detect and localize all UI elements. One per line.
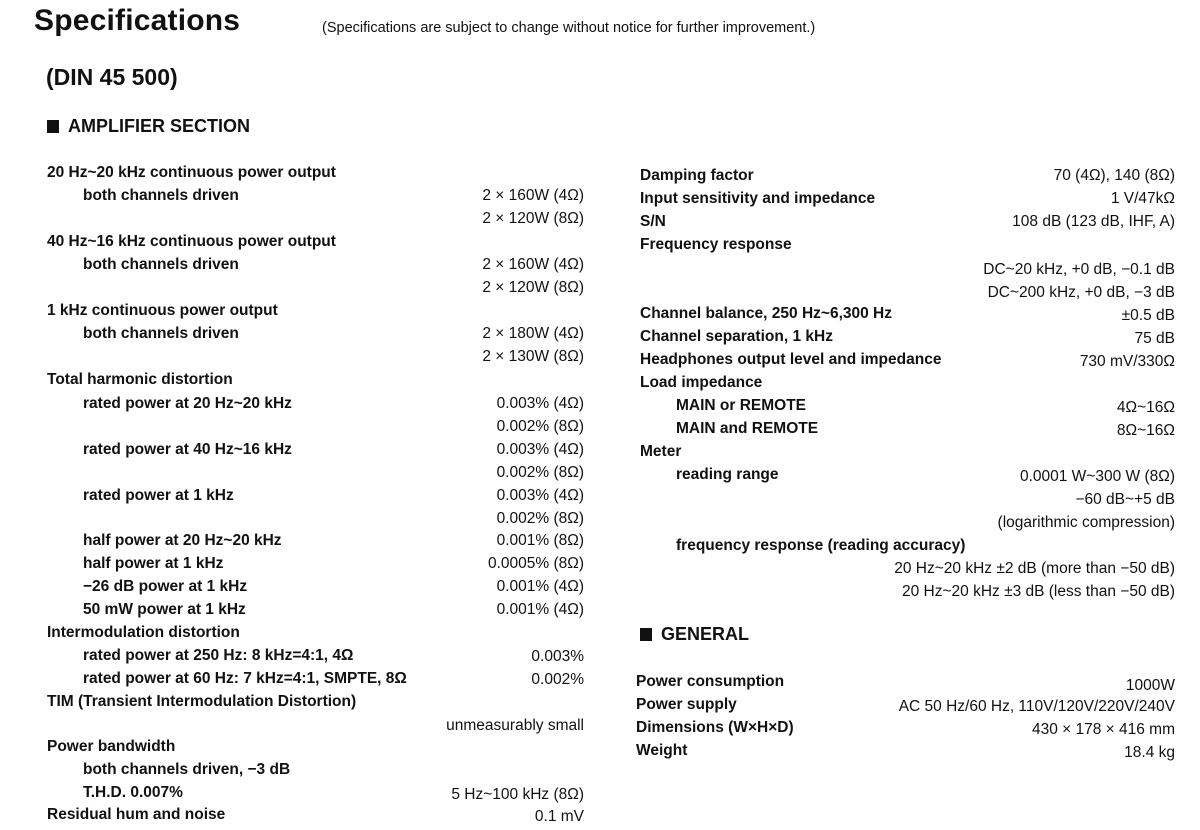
spec-value: 0.0005% (8Ω): [487, 555, 584, 572]
spec-value: AC 50 Hz/60 Hz, 110V/120V/220V/240V: [898, 698, 1175, 715]
general-section-heading: [640, 624, 749, 645]
spec-value: 0.1 mV: [534, 808, 584, 825]
spec-label: 40 Hz~16 kHz continuous power output: [47, 233, 336, 250]
spec-value: −60 dB~+5 dB: [1075, 491, 1175, 508]
spec-value: 0.002% (8Ω): [496, 418, 584, 435]
spec-label: rated power at 20 Hz~20 kHz: [83, 395, 292, 412]
spec-label: Power bandwidth: [47, 738, 176, 755]
spec-label: 1 kHz continuous power output: [47, 302, 278, 319]
spec-value: 5 Hz~100 kHz (8Ω): [451, 786, 584, 803]
page-title: Specifications: [34, 4, 241, 37]
spec-value: 0.001% (4Ω): [496, 578, 584, 595]
spec-value: 2 × 160W (4Ω): [482, 256, 584, 273]
change-notice: (Specifications are subject to change without notice for further improvement.): [322, 20, 816, 36]
spec-value: 2 × 120W (8Ω): [482, 279, 584, 296]
spec-label: 20 Hz~20 kHz continuous power output: [47, 164, 336, 181]
spec-value: 0.0001 W~300 W (8Ω): [1019, 468, 1175, 485]
spec-label: Power supply: [636, 696, 737, 713]
spec-label: MAIN or REMOTE: [676, 397, 807, 414]
spec-label: rated power at 250 Hz: 8 kHz=4:1, 4Ω: [83, 647, 354, 664]
spec-value: 0.003%: [531, 648, 584, 665]
spec-label: T.H.D. 0.007%: [83, 784, 183, 801]
spec-label: −26 dB power at 1 kHz: [83, 578, 248, 595]
spec-value: 18.4 kg: [1124, 744, 1175, 761]
spec-value: 20 Hz~20 kHz ±3 dB (less than −50 dB): [901, 583, 1175, 600]
spec-value: 2 × 130W (8Ω): [482, 348, 584, 365]
spec-value: 8Ω~16Ω: [1116, 422, 1175, 439]
spec-value: 0.002% (8Ω): [496, 464, 584, 481]
spec-label: Channel separation, 1 kHz: [640, 328, 833, 345]
spec-value: 0.001% (4Ω): [496, 601, 584, 618]
spec-value: 1000W: [1125, 677, 1175, 694]
spec-value: 0.003% (4Ω): [496, 441, 584, 458]
spec-value: 2 × 160W (4Ω): [482, 187, 584, 204]
spec-value: 20 Hz~20 kHz ±2 dB (more than −50 dB): [894, 560, 1175, 577]
spec-value: 1 V/47kΩ: [1110, 190, 1175, 207]
spec-value: 70 (4Ω), 140 (8Ω): [1053, 167, 1175, 184]
spec-label: TIM (Transient Intermodulation Distortion): [47, 693, 357, 710]
spec-value: 2 × 180W (4Ω): [482, 325, 584, 342]
spec-value: 430 × 178 × 416 mm: [1031, 721, 1175, 738]
spec-value: 0.002% (8Ω): [496, 510, 584, 527]
spec-label: MAIN and REMOTE: [676, 420, 819, 437]
spec-value: 0.003% (4Ω): [496, 395, 584, 412]
spec-label: both channels driven, −3 dB: [83, 761, 291, 778]
spec-label: both channels driven: [83, 325, 239, 342]
spec-label: Power consumption: [636, 673, 785, 690]
spec-label: reading range: [676, 466, 779, 483]
standard-label: (DIN 45 500): [46, 64, 178, 90]
spec-label: Headphones output level and impedance: [640, 351, 942, 368]
spec-label: Residual hum and noise: [47, 806, 226, 823]
spec-label: both channels driven: [83, 187, 239, 204]
spec-label: half power at 1 kHz: [83, 555, 224, 572]
square-bullet-icon: [640, 628, 652, 641]
spec-label: S/N: [640, 213, 666, 230]
general-heading-text: GENERAL: [661, 624, 750, 644]
amplifier-heading-text: AMPLIFIER SECTION: [68, 116, 251, 136]
spec-label: Meter: [640, 443, 682, 460]
spec-label: Intermodulation distortion: [47, 624, 240, 641]
spec-label: both channels driven: [83, 256, 239, 273]
spec-label: rated power at 60 Hz: 7 kHz=4:1, SMPTE, 8Ω: [83, 670, 407, 687]
spec-label: 50 mW power at 1 kHz: [83, 601, 246, 618]
spec-value: 4Ω~16Ω: [1116, 399, 1175, 416]
spec-value: 0.002%: [531, 671, 584, 688]
spec-label: Dimensions (W×H×D): [636, 719, 794, 736]
spec-value: (logarithmic compression): [997, 514, 1175, 531]
spec-value: unmeasurably small: [446, 717, 584, 734]
spec-label: rated power at 40 Hz~16 kHz: [83, 441, 292, 458]
spec-label: Input sensitivity and impedance: [640, 190, 876, 207]
spec-value: 2 × 120W (8Ω): [482, 210, 584, 227]
spec-label: frequency response (reading accuracy): [676, 537, 966, 554]
spec-value: ±0.5 dB: [1121, 307, 1175, 324]
spec-value: 75 dB: [1134, 330, 1175, 347]
spec-label: half power at 20 Hz~20 kHz: [83, 532, 282, 549]
spec-label: Damping factor: [640, 167, 754, 184]
spec-value: DC~200 kHz, +0 dB, −3 dB: [987, 284, 1175, 301]
spec-value: 0.001% (8Ω): [496, 532, 584, 549]
spec-value: 108 dB (123 dB, IHF, A): [1012, 213, 1175, 230]
spec-label: Total harmonic distortion: [47, 371, 233, 388]
spec-label: Load impedance: [640, 374, 763, 391]
square-bullet-icon: [47, 120, 59, 133]
spec-label: Weight: [636, 742, 688, 759]
spec-label: Frequency response: [640, 236, 792, 253]
spec-value: DC~20 kHz, +0 dB, −0.1 dB: [983, 261, 1175, 278]
spec-label: Channel balance, 250 Hz~6,300 Hz: [640, 305, 892, 322]
spec-label: rated power at 1 kHz: [83, 487, 234, 504]
spec-value: 0.003% (4Ω): [496, 487, 584, 504]
spec-value: 730 mV/330Ω: [1079, 353, 1175, 370]
amplifier-section-heading: [47, 116, 250, 137]
